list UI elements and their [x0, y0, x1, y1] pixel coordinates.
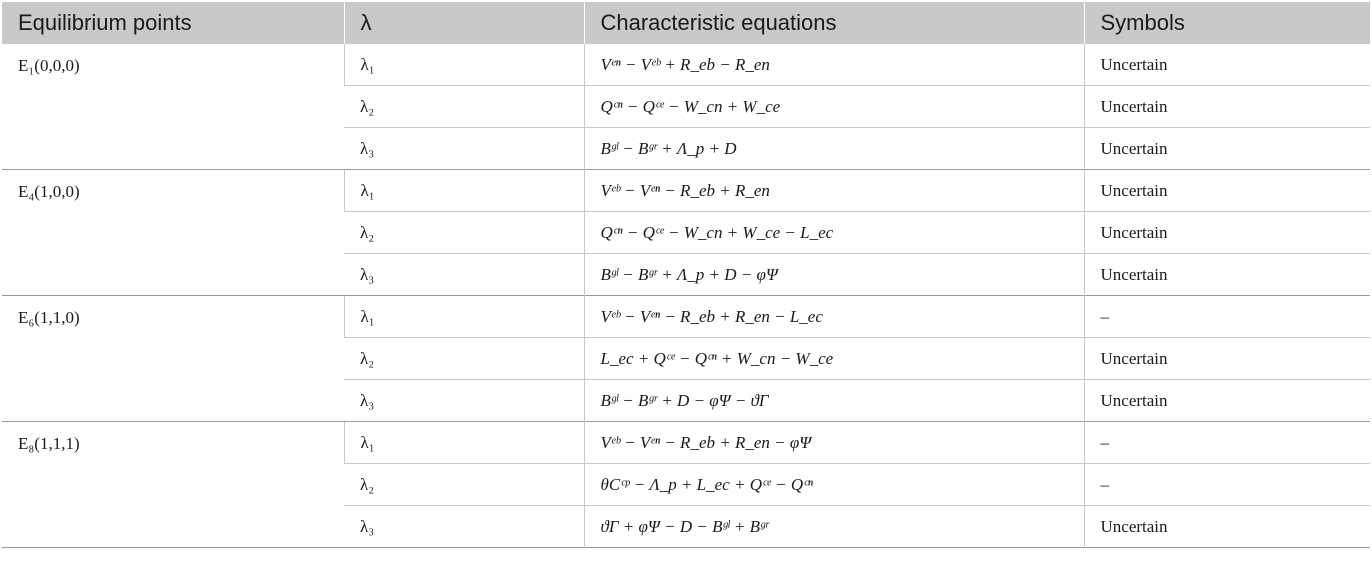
- equation-cell: Vᵉⁿ − Vᵉᵇ + R_eb − R_en: [584, 44, 1084, 86]
- lambda-cell: λ₃: [344, 128, 584, 170]
- equilibrium-table: [2, 2, 1370, 548]
- equation-cell: Qᶜⁿ − Qᶜᵉ − W_cn + W_ce − L_ec: [584, 212, 1084, 254]
- symbol-cell: –: [1084, 422, 1370, 464]
- symbol-cell: –: [1084, 464, 1370, 506]
- symbol-cell: Uncertain: [1084, 170, 1370, 212]
- lambda-cell: λ₁: [344, 296, 584, 338]
- header-symbols: Symbols: [1084, 2, 1370, 44]
- lambda-cell: λ₁: [344, 44, 584, 86]
- header-equilibrium-points: Equilibrium points: [2, 2, 344, 44]
- equilibrium-point-cell: E₆(1,1,0): [2, 296, 344, 422]
- symbol-cell: Uncertain: [1084, 338, 1370, 380]
- symbol-cell: Uncertain: [1084, 44, 1370, 86]
- symbol-cell: Uncertain: [1084, 506, 1370, 548]
- lambda-cell: λ₂: [344, 338, 584, 380]
- equilibrium-point-cell: E₈(1,1,1): [2, 422, 344, 548]
- equation-cell: Vᵉᵇ − Vᵉⁿ − R_eb + R_en − L_ec: [584, 296, 1084, 338]
- equation-cell: ϑΓ + φΨ − D − Bᵍˡ + Bᵍʳ: [584, 506, 1084, 548]
- table-row: [2, 422, 1370, 464]
- symbol-cell: Uncertain: [1084, 128, 1370, 170]
- table-row: [2, 44, 1370, 86]
- equilibrium-point-cell: E₁(0,0,0): [18, 56, 80, 75]
- equation-cell: Bᵍˡ − Bᵍʳ + Λ_p + D: [584, 128, 1084, 170]
- symbol-cell: Uncertain: [1084, 380, 1370, 422]
- symbol-cell: Uncertain: [1084, 212, 1370, 254]
- equation-cell: Vᵉᵇ − Vᵉⁿ − R_eb + R_en: [584, 170, 1084, 212]
- lambda-cell: λ₂: [344, 86, 584, 128]
- header-row: [2, 2, 1370, 44]
- lambda-cell: λ₁: [344, 422, 584, 464]
- equation-cell: L_ec + Qᶜᵉ − Qᶜⁿ + W_cn − W_ce: [584, 338, 1084, 380]
- symbol-cell: Uncertain: [1084, 254, 1370, 296]
- equation-cell: Qᶜⁿ − Qᶜᵉ − W_cn + W_ce: [584, 86, 1084, 128]
- equation-cell: Vᵉᵇ − Vᵉⁿ − R_eb + R_en − φΨ: [584, 422, 1084, 464]
- header-characteristic-equations: Characteristic equations: [584, 2, 1084, 44]
- table-row: [2, 296, 1370, 338]
- equation-cell: θCᶜᵖ − Λ_p + L_ec + Qᶜᵉ − Qᶜⁿ: [584, 464, 1084, 506]
- equilibrium-point-cell: E₄(1,0,0): [2, 170, 344, 296]
- lambda-cell: λ₂: [344, 464, 584, 506]
- lambda-cell: λ₂: [344, 212, 584, 254]
- equation-cell: Bᵍˡ − Bᵍʳ + D − φΨ − ϑΓ: [584, 380, 1084, 422]
- table-row: [2, 170, 1370, 212]
- equation-cell: Bᵍˡ − Bᵍʳ + Λ_p + D − φΨ: [584, 254, 1084, 296]
- symbol-cell: –: [1084, 296, 1370, 338]
- lambda-cell: λ₃: [344, 380, 584, 422]
- symbol-cell: Uncertain: [1084, 86, 1370, 128]
- header-lambda: λ: [344, 2, 584, 44]
- lambda-cell: λ₁: [344, 170, 584, 212]
- lambda-cell: λ₃: [344, 254, 584, 296]
- lambda-cell: λ₃: [344, 506, 584, 548]
